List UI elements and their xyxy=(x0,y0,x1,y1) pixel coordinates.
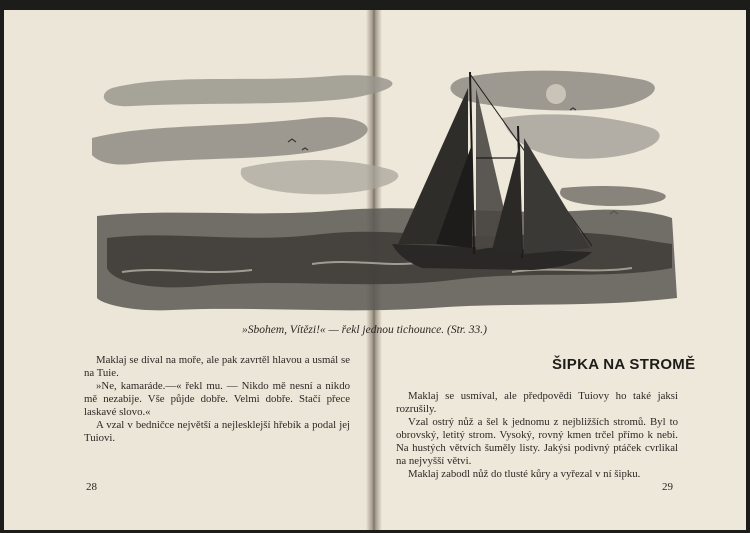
paragraph: Vzal ostrý nůž a šel k jednomu z nejbližších stromů. Byl to obrovský, letitý strom. Vysoký, rovný kmen trčel přímo k nebi. Na hustých větvích šuměly listy. Jakýsi podivný ptáček cvrlikal na nejvyšší větvi. xyxy=(396,416,678,467)
book-spread xyxy=(4,10,746,530)
paragraph: A vzal v bedničce největší a nejlesklejší hřebík a podal jej Tuiovi. xyxy=(84,419,350,444)
right-page-text xyxy=(396,390,678,481)
illustration-caption: »Sbohem, Vítězi!« — řekl jednou tichounce. (Str. 33.) xyxy=(242,324,487,336)
paragraph: Maklaj se usmíval, ale předpovědi Tuiovy ho také jaksi rozrušily. xyxy=(396,390,678,415)
page-number-right: 29 xyxy=(662,481,673,493)
page-number-left: 28 xyxy=(86,481,97,493)
left-page-text xyxy=(84,354,350,445)
chapter-title: ŠIPKA NA STROMĚ xyxy=(552,356,696,373)
paragraph: Maklaj zabodl nůž do tlusté kůry a vyřezal v ní šipku. xyxy=(408,468,641,480)
sailing-ship-illustration xyxy=(92,58,682,320)
paragraph: Maklaj se díval na moře, ale pak zavrtěl hlavou a usmál se na Tuie. xyxy=(84,354,350,379)
paragraph: »Ne, kamaráde.—« řekl mu. — Nikdo mě nesní a nikdo mě nezabije. Vše půjde dobře. Velmi dobře. Stačí přece laskavé slovo.« xyxy=(84,380,350,418)
